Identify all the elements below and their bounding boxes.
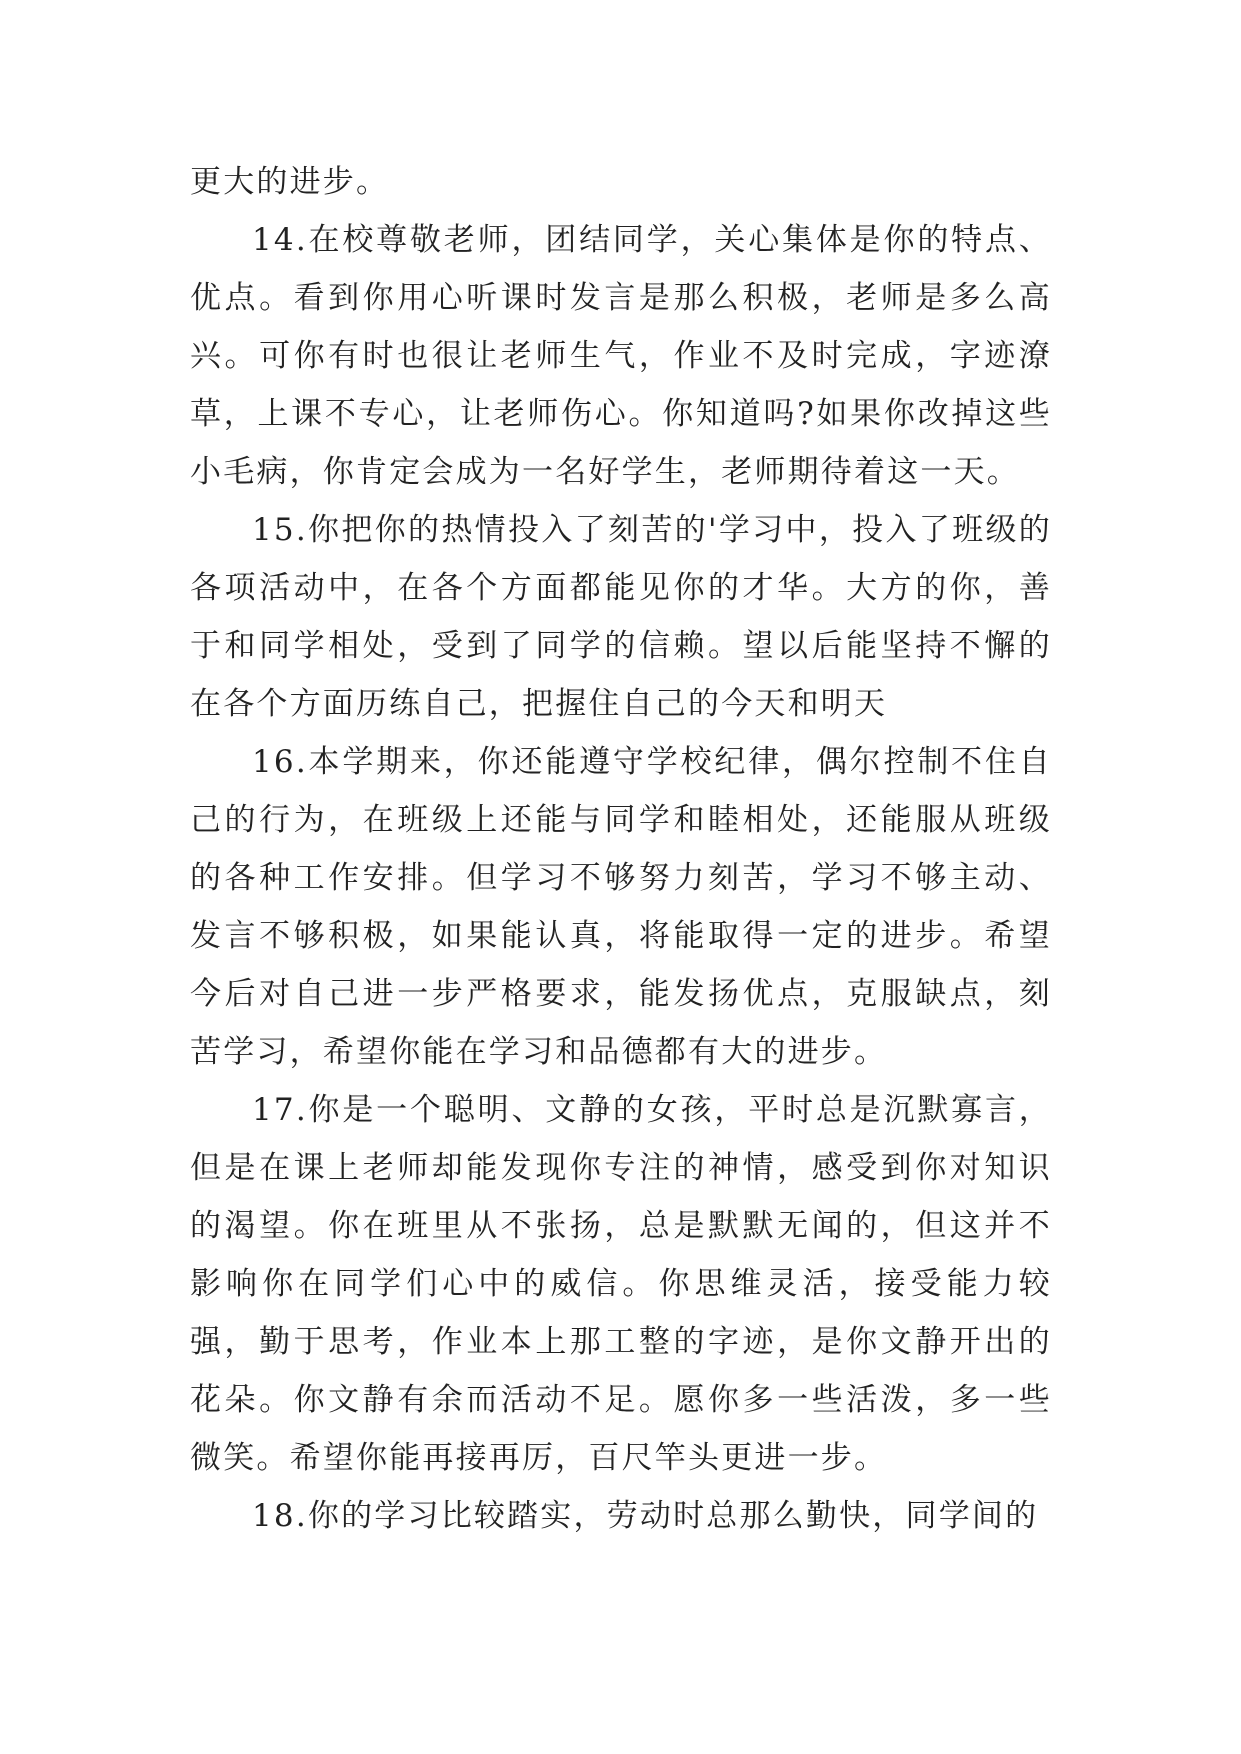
paragraph-comment-14: 14.在校尊敬老师，团结同学，关心集体是你的特点、优点。看到你用心听课时发言是那么积极，老师是多么高兴。可你有时也很让老师生气，作业不及时完成，字迹潦草，上课不专心，让老师伤心。你知道吗?如果你改掉这些小毛病，你肯定会成为一名好学生，老师期待着这一天。 xyxy=(190,222,1052,490)
paragraph-comment-15: 15.你把你的热情投入了刻苦的'学习中，投入了班级的各项活动中，在各个方面都能见你的才华。大方的你，善于和同学相处，受到了同学的信赖。望以后能坚持不懈的在各个方面历练自己，把握住自己的今天和明天 xyxy=(190,512,1052,722)
document-body xyxy=(190,153,1052,1545)
paragraph-continued: 更大的进步。 xyxy=(190,164,390,200)
paragraph-comment-17: 17.你是一个聪明、文静的女孩，平时总是沉默寡言，但是在课上老师却能发现你专注的神情，感受到你对知识的渴望。你在班里从不张扬，总是默默无闻的，但这并不影响你在同学们心中的威信。你思维灵活，接受能力较强，勤于思考，作业本上那工整的字迹，是你文静开出的花朵。你文静有余而活动不足。愿你多一些活泼，多一些微笑。希望你能再接再厉，百尺竿头更进一步。 xyxy=(190,1092,1052,1476)
paragraph-comment-18: 18.你的学习比较踏实，劳动时总那么勤快，同学间的 xyxy=(252,1498,1039,1534)
paragraph-comment-16: 16.本学期来，你还能遵守学校纪律，偶尔控制不住自己的行为，在班级上还能与同学和睦相处，还能服从班级的各种工作安排。但学习不够努力刻苦，学习不够主动、发言不够积极，如果能认真，将能取得一定的进步。希望今后对自己进一步严格要求，能发扬优点，克服缺点，刻苦学习，希望你能在学习和品德都有大的进步。 xyxy=(190,744,1052,1070)
